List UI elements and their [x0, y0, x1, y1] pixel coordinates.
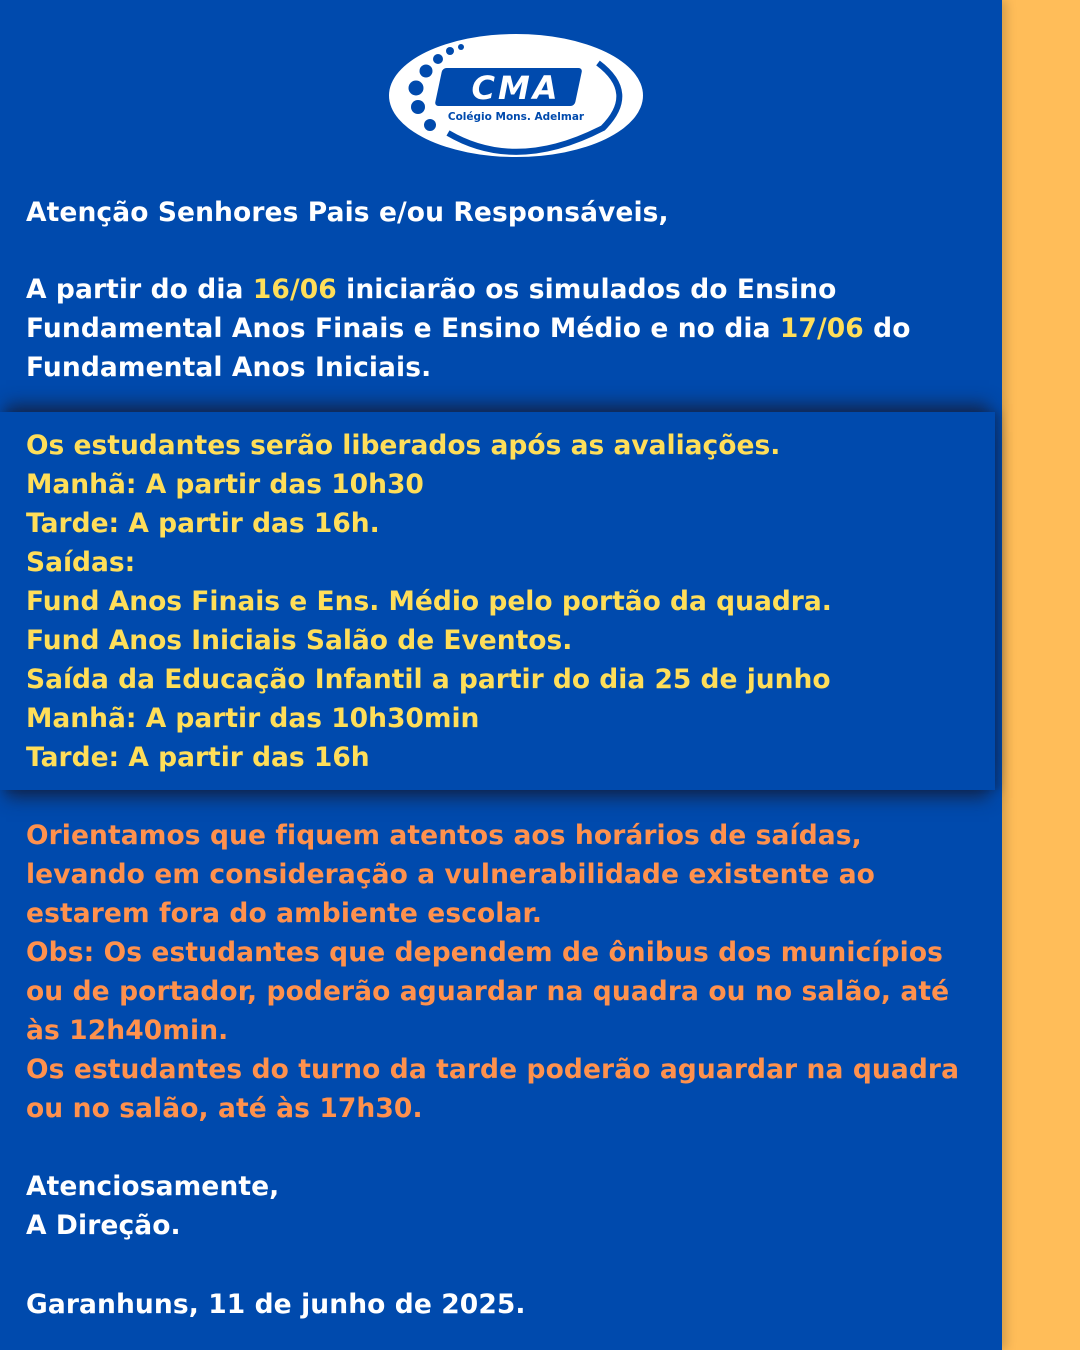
svg-text:Colégio Mons. Adelmar: Colégio Mons. Adelmar — [447, 111, 585, 123]
notice-line: estarem fora do ambiente escolar. — [26, 898, 543, 929]
schedule-line: Saída da Educação Infantil a partir do dia 25 de junho — [26, 664, 831, 695]
notice-line: Orientamos que fiquem atentos aos horários de saídas, — [26, 820, 862, 851]
schedule-line: Os estudantes serão liberados após as avaliações. — [26, 430, 781, 461]
schedule-line: Tarde: A partir das 16h — [26, 742, 370, 773]
side-strip — [1002, 0, 1080, 1350]
closing-salutation: Atenciosamente, — [26, 1171, 280, 1202]
notice-line: Obs: Os estudantes que dependem de ônibus dos municípios — [26, 937, 944, 968]
date-highlight-2: 17/06 — [779, 313, 864, 344]
schedule-line: Fund Anos Iniciais Salão de Eventos. — [26, 625, 573, 656]
svg-text:CMA: CMA — [471, 69, 561, 107]
notice-line: Os estudantes do turno da tarde poderão aguardar na quadra — [26, 1054, 960, 1085]
intro-line-1: A partir do dia 16/06 iniciarão os simulados do Ensino — [26, 274, 837, 305]
intro-line-2: Fundamental Anos Finais e Ensino Médio e no dia 17/06 do — [26, 313, 911, 344]
intro-paragraph — [26, 270, 976, 387]
schedule-line: Tarde: A partir das 16h. — [26, 508, 380, 539]
closing — [26, 1167, 279, 1245]
schedule-line: Saídas: — [26, 547, 136, 578]
release-schedule-box — [0, 412, 995, 790]
guidance-notice — [26, 816, 986, 1128]
notice-line: ou de portador, poderão aguardar na quadra ou no salão, até — [26, 976, 950, 1007]
dot-icon — [458, 44, 464, 50]
notice-line: levando em consideração a vulnerabilidade existente ao — [26, 859, 875, 890]
schedule-line: Manhã: A partir das 10h30 — [26, 469, 424, 500]
date-highlight-1: 16/06 — [252, 274, 337, 305]
signature: A Direção. — [26, 1210, 181, 1241]
greeting: Atenção Senhores Pais e/ou Responsáveis, — [26, 197, 669, 228]
release-schedule-list — [26, 426, 832, 777]
school-logo — [388, 33, 644, 158]
notice-line: ou no salão, até às 17h30. — [26, 1093, 423, 1124]
notice-line: às 12h40min. — [26, 1015, 229, 1046]
schedule-line: Fund Anos Finais e Ens. Médio pelo portão da quadra. — [26, 586, 832, 617]
intro-line-3: Fundamental Anos Iniciais. — [26, 352, 432, 383]
place-date: Garanhuns, 11 de junho de 2025. — [26, 1289, 526, 1320]
schedule-line: Manhã: A partir das 10h30min — [26, 703, 480, 734]
